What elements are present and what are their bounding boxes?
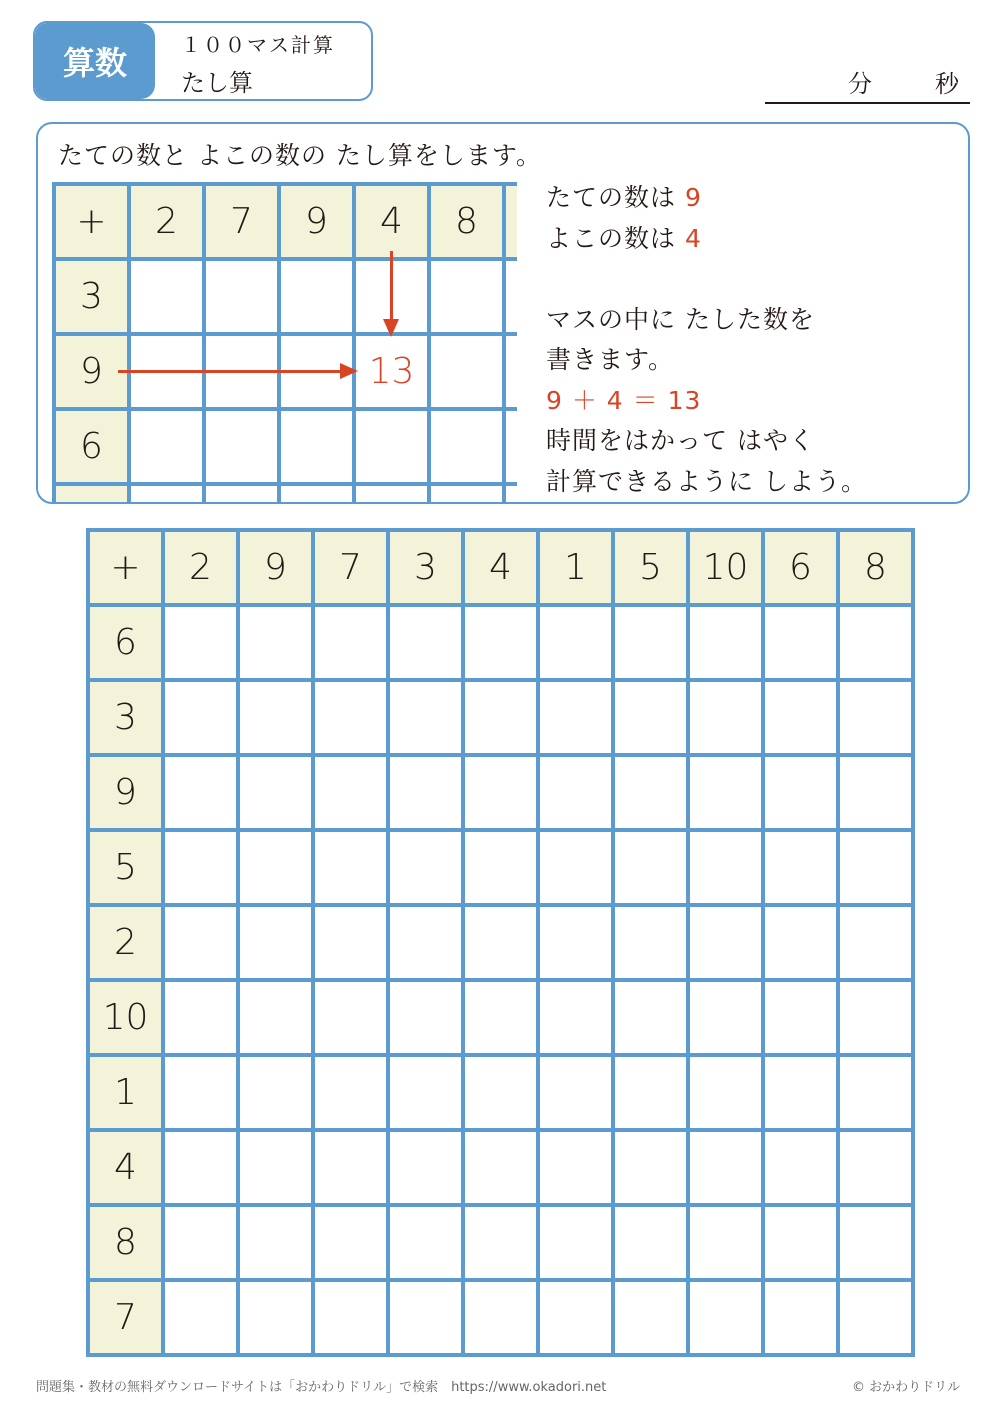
- row-header-cell: 9: [54, 334, 129, 409]
- answer-cell[interactable]: [313, 605, 388, 680]
- answer-cell[interactable]: [238, 605, 313, 680]
- grid-line: [536, 528, 540, 1357]
- column-header-cell: 10: [688, 530, 763, 605]
- row-header-cell: 7: [88, 1280, 163, 1355]
- answer-cell[interactable]: [313, 1280, 388, 1355]
- answer-cell[interactable]: [613, 980, 688, 1055]
- column-header-cell: 9: [238, 530, 313, 605]
- grid-line: [52, 332, 517, 336]
- column-header-cell: 2: [163, 530, 238, 605]
- column-header-cell: 7: [204, 184, 279, 259]
- answer-cell[interactable]: [763, 1205, 838, 1280]
- grid-line: [86, 1278, 915, 1282]
- answer-cell[interactable]: [838, 1130, 913, 1205]
- row-header-cell: 5: [88, 830, 163, 905]
- answer-cell[interactable]: [538, 1205, 613, 1280]
- answer-cell[interactable]: [613, 1130, 688, 1205]
- example-panel: [36, 122, 970, 504]
- answer-cell[interactable]: [613, 1205, 688, 1280]
- column-header-cell: 4: [463, 530, 538, 605]
- answer-cell[interactable]: [838, 830, 913, 905]
- answer-cell[interactable]: [163, 755, 238, 830]
- horizontal-number-text: よこの数は: [546, 223, 685, 253]
- answer-cell[interactable]: [538, 980, 613, 1055]
- row-header-cell: 3: [88, 680, 163, 755]
- answer-cell[interactable]: [613, 1055, 688, 1130]
- answer-cell[interactable]: [388, 1130, 463, 1205]
- row-header-cell: 8: [88, 1205, 163, 1280]
- answer-cell[interactable]: [688, 755, 763, 830]
- grid-line: [911, 528, 915, 1357]
- answer-cell[interactable]: [838, 980, 913, 1055]
- grid-line: [86, 528, 915, 532]
- answer-cell[interactable]: [238, 1055, 313, 1130]
- answer-cell[interactable]: [763, 905, 838, 980]
- answer-cell[interactable]: [313, 980, 388, 1055]
- grid-line: [52, 407, 517, 411]
- row-header-cell: 6: [88, 605, 163, 680]
- vertical-number-value: 9: [684, 183, 702, 212]
- answer-cell[interactable]: [313, 1130, 388, 1205]
- answer-cell[interactable]: [688, 1280, 763, 1355]
- grid-line: [52, 257, 517, 261]
- grid-line: [686, 528, 690, 1357]
- answer-cell[interactable]: [538, 1130, 613, 1205]
- grid-line: [86, 603, 915, 607]
- answer-cell[interactable]: [238, 905, 313, 980]
- answer-cell[interactable]: [688, 1055, 763, 1130]
- answer-cell[interactable]: [238, 980, 313, 1055]
- explanation-line: 時間をはかって はやく: [546, 426, 815, 455]
- column-header-cell: 6: [763, 530, 838, 605]
- example-answer-cell: 13: [368, 351, 415, 392]
- answer-cell[interactable]: [838, 680, 913, 755]
- explanation-line: 書きます。: [546, 345, 675, 374]
- answer-cell[interactable]: [688, 830, 763, 905]
- grid-line: [761, 528, 765, 1357]
- grid-line: [836, 528, 840, 1357]
- answer-cell[interactable]: [388, 755, 463, 830]
- answer-cell[interactable]: [838, 755, 913, 830]
- grid-line: [86, 978, 915, 982]
- row-header-cell: 6: [54, 409, 129, 484]
- grid-line: [86, 753, 915, 757]
- answer-cell[interactable]: [838, 905, 913, 980]
- grid-line: [86, 1128, 915, 1132]
- answer-cell[interactable]: [313, 905, 388, 980]
- answer-cell[interactable]: [688, 1130, 763, 1205]
- answer-cell[interactable]: [763, 1280, 838, 1355]
- answer-cell[interactable]: [163, 605, 238, 680]
- answer-cell[interactable]: [838, 1280, 913, 1355]
- answer-cell[interactable]: [688, 680, 763, 755]
- grid-line: [202, 182, 206, 502]
- grid-line: [86, 678, 915, 682]
- grid-line: [427, 182, 431, 502]
- answer-cell[interactable]: [238, 830, 313, 905]
- column-header-cell: 4: [354, 184, 429, 259]
- answer-cell[interactable]: [838, 605, 913, 680]
- answer-cell[interactable]: [763, 755, 838, 830]
- operator-cell: +: [54, 184, 129, 259]
- example-explanation: [546, 178, 867, 502]
- worksheet-header: [33, 21, 373, 101]
- hundred-square-grid: [86, 528, 915, 1357]
- answer-cell[interactable]: [613, 605, 688, 680]
- grid-line: [277, 182, 281, 502]
- answer-cell[interactable]: [163, 830, 238, 905]
- footer-site-notice: 問題集・教材の無料ダウンロードサイトは「おかわりドリル」で検索 https://www.okadori.net: [36, 1380, 607, 1395]
- answer-cell[interactable]: [463, 605, 538, 680]
- answer-cell[interactable]: [763, 1055, 838, 1130]
- footer-copyright: © おかわりドリル: [852, 1380, 961, 1395]
- row-header-cell: 9: [88, 755, 163, 830]
- answer-cell[interactable]: [613, 680, 688, 755]
- answer-cell[interactable]: [388, 830, 463, 905]
- answer-cell[interactable]: [538, 605, 613, 680]
- answer-cell[interactable]: [388, 1280, 463, 1355]
- answer-cell[interactable]: [313, 1055, 388, 1130]
- row-header-cell: 2: [88, 905, 163, 980]
- answer-cell[interactable]: [688, 1205, 763, 1280]
- answer-cell[interactable]: [463, 905, 538, 980]
- answer-cell[interactable]: [538, 1280, 613, 1355]
- grid-line: [236, 528, 240, 1357]
- answer-cell[interactable]: [688, 605, 763, 680]
- answer-cell[interactable]: [313, 830, 388, 905]
- grid-line: [502, 182, 506, 502]
- example-instruction: たての数と よこの数の たし算をします。: [58, 141, 542, 170]
- subject-badge: 算数: [35, 23, 155, 99]
- explanation-line: 計算できるように しよう。: [546, 466, 867, 496]
- grid-line: [86, 1203, 915, 1207]
- answer-cell[interactable]: [613, 755, 688, 830]
- horizontal-number-value: 4: [684, 223, 702, 253]
- column-header-cell: 2: [129, 184, 204, 259]
- answer-cell[interactable]: [763, 980, 838, 1055]
- answer-cell[interactable]: [463, 980, 538, 1055]
- row-header-cell: 10: [88, 980, 163, 1055]
- answer-cell[interactable]: [763, 830, 838, 905]
- column-header-cell: 3: [388, 530, 463, 605]
- worksheet-title: たし算: [181, 69, 253, 97]
- answer-cell[interactable]: [763, 680, 838, 755]
- answer-cell[interactable]: [388, 1205, 463, 1280]
- answer-cell[interactable]: [388, 605, 463, 680]
- grid-line: [161, 528, 165, 1357]
- answer-cell[interactable]: [388, 1055, 463, 1130]
- column-header-cell: 1: [538, 530, 613, 605]
- column-header-cell: 8: [838, 530, 913, 605]
- answer-cell[interactable]: [388, 980, 463, 1055]
- row-header-cell: 4: [88, 1130, 163, 1205]
- grid-line: [86, 528, 90, 1357]
- row-header-cell-partial: [54, 484, 129, 502]
- answer-cell[interactable]: [313, 1205, 388, 1280]
- answer-cell[interactable]: [538, 680, 613, 755]
- minutes-label: 分: [848, 70, 872, 98]
- grid-line: [52, 182, 56, 502]
- answer-cell[interactable]: [613, 1280, 688, 1355]
- grid-line: [127, 182, 131, 502]
- answer-cell[interactable]: [238, 1130, 313, 1205]
- explanation-line: マスの中に たした数を: [546, 304, 815, 334]
- row-arrow-icon: [118, 370, 342, 373]
- answer-cell[interactable]: [763, 605, 838, 680]
- answer-cell[interactable]: [688, 905, 763, 980]
- answer-cell[interactable]: [238, 755, 313, 830]
- answer-cell[interactable]: [613, 905, 688, 980]
- answer-cell[interactable]: [238, 1205, 313, 1280]
- answer-cell[interactable]: [838, 1205, 913, 1280]
- grid-line: [52, 482, 517, 486]
- operator-cell: +: [88, 530, 163, 605]
- answer-cell[interactable]: [163, 1130, 238, 1205]
- answer-cell[interactable]: [238, 1280, 313, 1355]
- answer-cell[interactable]: [688, 980, 763, 1055]
- example-equation: 9 ＋ 4 ＝ 13: [546, 385, 702, 415]
- column-header-cell: 7: [313, 530, 388, 605]
- answer-cell[interactable]: [388, 905, 463, 980]
- vertical-number-text: たての数は: [546, 183, 685, 212]
- grid-line: [86, 1353, 915, 1357]
- arrow-head-icon: [340, 363, 358, 379]
- answer-cell[interactable]: [163, 1280, 238, 1355]
- answer-cell[interactable]: [163, 905, 238, 980]
- example-grid: [52, 182, 517, 502]
- grid-line: [86, 1053, 915, 1057]
- worksheet-type: １００マス計算: [181, 33, 335, 57]
- grid-line: [52, 182, 517, 186]
- arrow-head-icon: [383, 319, 399, 337]
- seconds-label: 秒: [935, 70, 959, 98]
- answer-cell[interactable]: [613, 830, 688, 905]
- answer-cell[interactable]: [463, 680, 538, 755]
- answer-cell[interactable]: [463, 1280, 538, 1355]
- answer-cell[interactable]: [538, 1055, 613, 1130]
- answer-cell[interactable]: [838, 1055, 913, 1130]
- answer-cell[interactable]: [163, 680, 238, 755]
- grid-line: [386, 528, 390, 1357]
- column-header-cell: 9: [279, 184, 354, 259]
- grid-line: [86, 903, 915, 907]
- grid-line: [352, 182, 356, 502]
- answer-cell[interactable]: [163, 980, 238, 1055]
- column-header-cell: 8: [429, 184, 504, 259]
- column-header-cell: 5: [613, 530, 688, 605]
- answer-cell[interactable]: [238, 680, 313, 755]
- answer-cell[interactable]: [538, 905, 613, 980]
- answer-cell[interactable]: [463, 830, 538, 905]
- answer-cell[interactable]: [538, 755, 613, 830]
- answer-cell[interactable]: [163, 1205, 238, 1280]
- column-arrow-icon: [390, 251, 393, 321]
- answer-cell[interactable]: [463, 755, 538, 830]
- answer-cell[interactable]: [463, 1055, 538, 1130]
- answer-cell[interactable]: [163, 1055, 238, 1130]
- answer-cell[interactable]: [538, 830, 613, 905]
- grid-line: [461, 528, 465, 1357]
- answer-cell[interactable]: [463, 1205, 538, 1280]
- grid-line: [311, 528, 315, 1357]
- grid-line: [611, 528, 615, 1357]
- time-record-field[interactable]: [765, 62, 970, 104]
- row-header-cell: 1: [88, 1055, 163, 1130]
- answer-cell[interactable]: [763, 1130, 838, 1205]
- answer-cell[interactable]: [313, 755, 388, 830]
- row-header-cell: 3: [54, 259, 129, 334]
- answer-cell[interactable]: [313, 680, 388, 755]
- answer-cell[interactable]: [388, 680, 463, 755]
- grid-line: [86, 828, 915, 832]
- answer-cell[interactable]: [463, 1130, 538, 1205]
